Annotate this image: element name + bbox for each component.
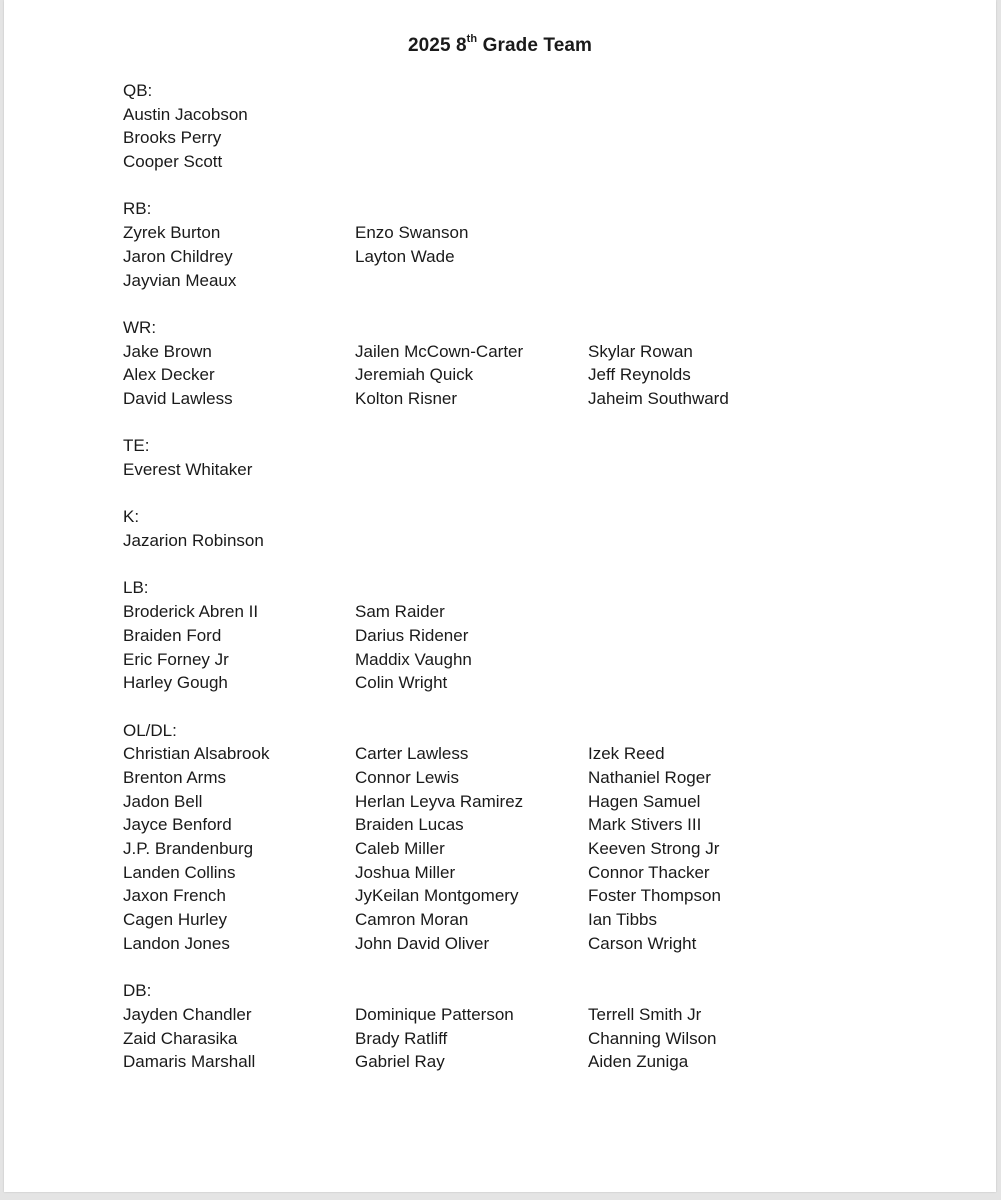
position-heading: WR: [123,317,157,337]
player-name: Eric Forney Jr [123,649,229,669]
player-column [123,529,355,553]
position-section [123,316,983,411]
player-name: Braiden Ford [123,625,222,645]
player-column [355,221,588,292]
player-name: Broderick Abren II [123,602,259,622]
player-column [123,103,355,174]
player-name: Hagen Samuel [588,791,701,811]
player-name: Brooks Perry [123,128,222,148]
player-name: Herlan Leyva Ramirez [355,791,524,811]
player-column [123,1003,355,1074]
player-name: Jeff Reynolds [588,365,691,385]
player-columns [123,600,983,695]
player-name: Christian Alsabrook [123,744,270,764]
player-columns [123,458,983,482]
player-column [588,742,888,955]
player-name: Jayvian Meaux [123,270,237,290]
player-name: Enzo Swanson [355,223,469,243]
player-name: Nathaniel Roger [588,767,711,787]
player-name: David Lawless [123,388,233,408]
player-name: Cagen Hurley [123,910,227,930]
player-name: Jaron Childrey [123,246,233,266]
player-name: J.P. Brandenburg [123,839,254,858]
player-name: Ian Tibbs [588,910,657,930]
player-name: Aiden Zuniga [588,1052,689,1072]
player-name: Everest Whitaker [123,460,253,479]
player-column [588,1003,888,1074]
position-heading: LB: [123,578,149,598]
player-column [123,600,355,695]
player-name: Skylar Rowan [588,341,693,361]
position-section [123,979,983,1074]
player-name: Jake Brown [123,341,212,361]
player-name: Jazarion Robinson [123,531,264,551]
player-name: Harley Gough [123,673,228,693]
player-column [123,742,355,955]
player-column [123,458,355,482]
player-name: Camron Moran [355,910,469,930]
player-name: Landon Jones [123,933,230,953]
position-section [123,576,983,694]
player-name: John David Oliver [355,933,490,953]
position-section [123,79,983,174]
player-name: Carter Lawless [355,744,469,764]
player-name: Gabriel Ray [355,1052,445,1072]
player-name: Terrell Smith Jr [588,1004,702,1024]
player-column [123,221,355,292]
page-title [4,32,996,57]
player-name: Carson Wright [588,933,697,953]
position-section [123,719,983,956]
player-columns [123,340,983,411]
player-name: Jayden Chandler [123,1004,252,1024]
player-columns [123,221,983,292]
player-name: Izek Reed [588,744,665,764]
player-columns [123,742,983,955]
player-columns [123,1003,983,1074]
player-name: Landen Collins [123,862,236,882]
player-column [588,340,888,411]
player-name: Jayce Benford [123,815,232,835]
player-name: Jaheim Southward [588,388,729,408]
roster [123,79,983,1074]
player-name: Jaxon French [123,886,226,906]
position-heading: OL/DL: [123,720,177,740]
position-heading: K: [123,507,140,527]
player-name: Jeremiah Quick [355,365,474,385]
player-name: Austin Jacobson [123,104,248,124]
position-heading: QB: [123,81,153,100]
title-superscript: th [466,32,478,45]
player-name: Dominique Patterson [355,1004,514,1024]
player-name: Cooper Scott [123,152,223,172]
player-name: Mark Stivers III [588,815,702,835]
player-name: Keeven Strong Jr [588,839,720,858]
player-name: Caleb Miller [355,839,445,858]
player-name: Alex Decker [123,365,215,385]
position-section [123,434,983,481]
player-name: JyKeilan Montgomery [355,886,519,906]
position-heading: TE: [123,436,150,456]
title-rest: Grade Team [477,35,593,56]
player-name: Damaris Marshall [123,1052,256,1072]
player-name: Connor Thacker [588,862,710,882]
player-name: Brenton Arms [123,767,226,787]
player-name: Kolton Risner [355,388,458,408]
player-column [355,600,588,695]
position-heading: RB: [123,199,152,219]
player-column [123,340,355,411]
player-name: Joshua Miller [355,862,456,882]
player-name: Maddix Vaughn [355,649,472,669]
title-year-grade: 2025 8 [407,35,467,56]
player-column [355,1003,588,1074]
player-name: Connor Lewis [355,767,459,787]
player-name: Jailen McCown-Carter [355,341,524,361]
player-name: Foster Thompson [588,886,721,906]
player-name: Colin Wright [355,673,448,693]
player-name: Layton Wade [355,246,455,266]
player-name: Sam Raider [355,602,445,622]
position-heading: DB: [123,981,152,1001]
player-name: Zaid Charasika [123,1028,238,1048]
player-column [355,742,588,955]
document-page [4,0,996,1192]
player-name: Darius Ridener [355,625,469,645]
player-name: Jadon Bell [123,791,203,811]
player-name: Channing Wilson [588,1028,717,1048]
position-section [123,197,983,292]
player-name: Zyrek Burton [123,223,221,243]
player-column [355,340,588,411]
player-name: Braiden Lucas [355,815,464,835]
position-section [123,505,983,552]
player-columns [123,103,983,174]
player-columns [123,529,983,553]
player-name: Brady Ratliff [355,1028,448,1048]
